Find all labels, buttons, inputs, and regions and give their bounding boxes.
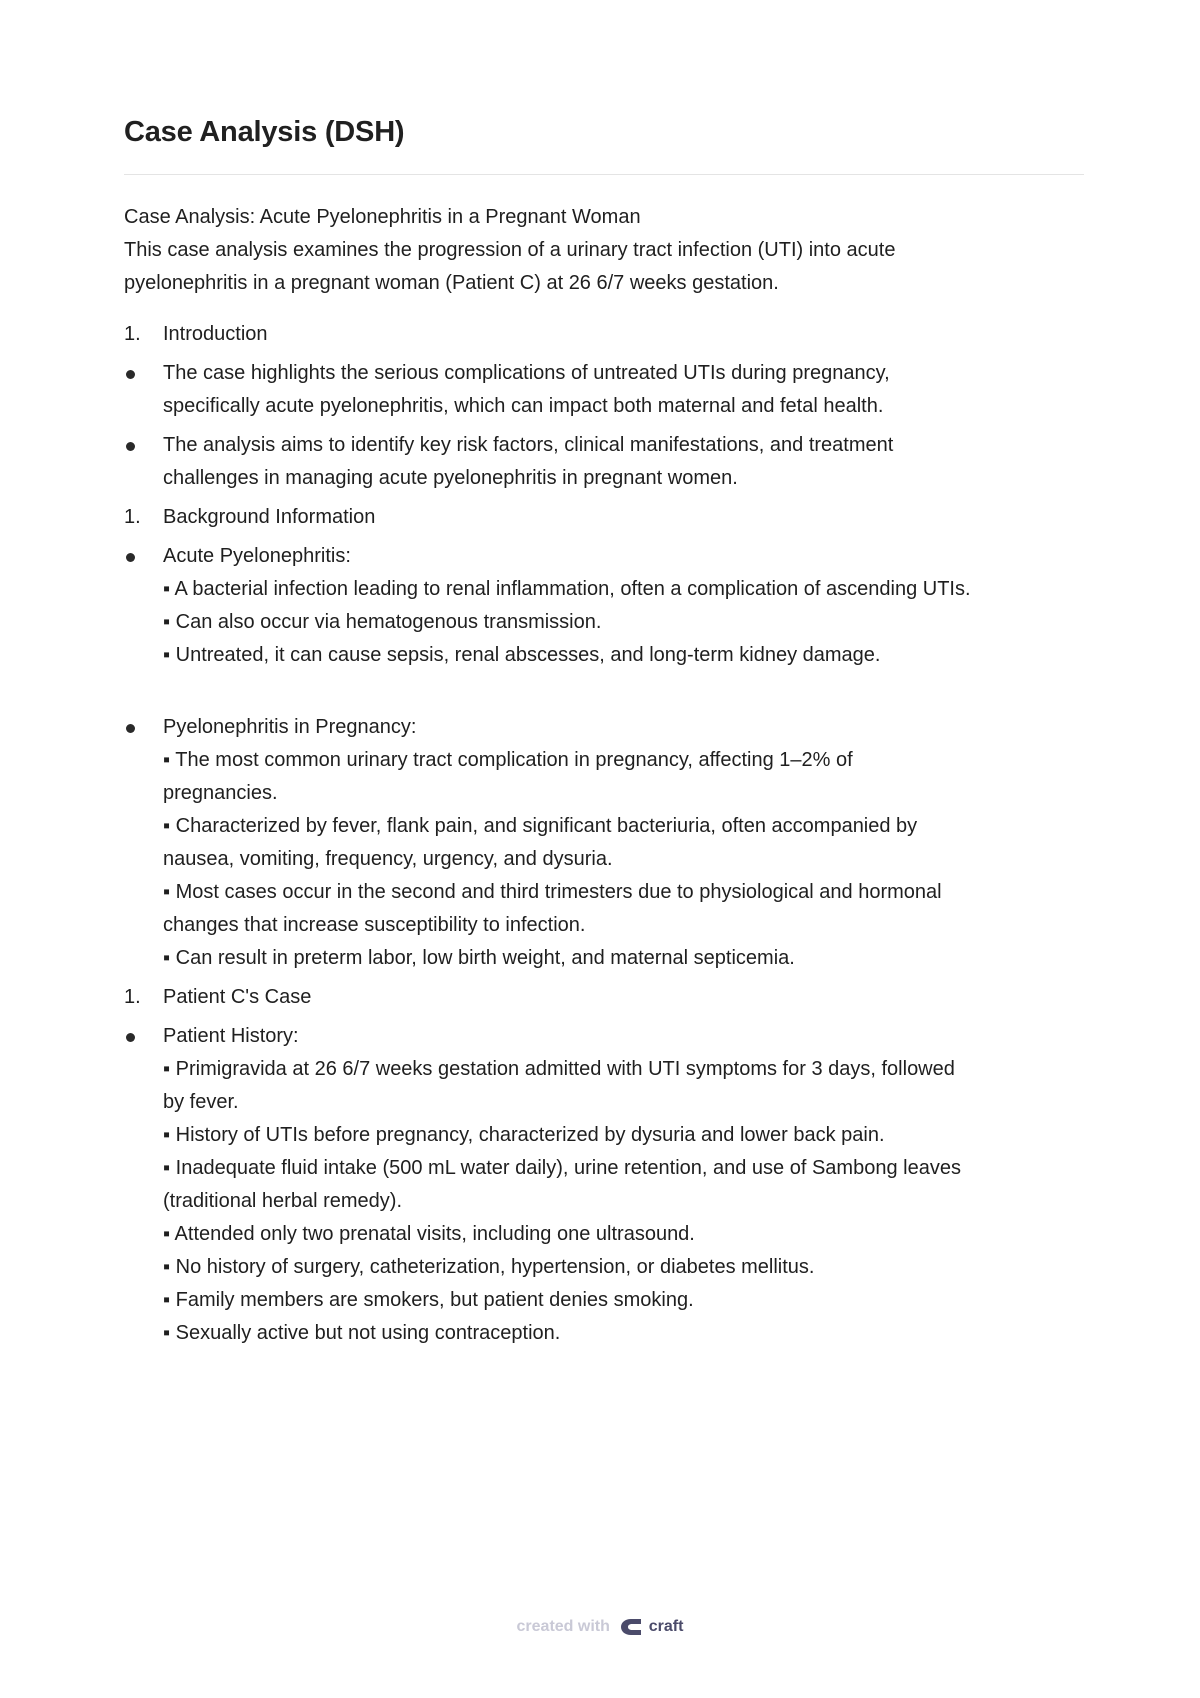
page-title: Case Analysis (DSH) bbox=[124, 116, 405, 148]
title-divider bbox=[124, 174, 1084, 175]
bullet-line: ▪ History of UTIs before pregnancy, characterized by dysuria and lower back pain. bbox=[163, 1124, 885, 1146]
bullet-line: ▪ Untreated, it can cause sepsis, renal abscesses, and long-term kidney damage. bbox=[163, 644, 881, 666]
bullet-line: by fever. bbox=[163, 1091, 239, 1113]
bullet-line: ▪ Most cases occur in the second and third trimesters due to physiological and hormonal bbox=[163, 881, 942, 903]
bullet-line: ▪ The most common urinary tract complication in pregnancy, affecting 1–2% of bbox=[163, 749, 853, 771]
bullet-line: Patient History: bbox=[163, 1025, 299, 1047]
bullet-line: (traditional herbal remedy). bbox=[163, 1190, 402, 1212]
list-item bbox=[124, 1020, 1084, 1350]
bullet-line: ▪ Inadequate fluid intake (500 mL water daily), urine retention, and use of Sambong leaves bbox=[163, 1157, 961, 1179]
intro-line: This case analysis examines the progression of a urinary tract infection (UTI) into acute bbox=[124, 239, 896, 261]
bullet-line: ▪ Characterized by fever, flank pain, and significant bacteriuria, often accompanied by bbox=[163, 815, 918, 837]
bullet-icon bbox=[126, 724, 135, 733]
document bbox=[124, 112, 1084, 1356]
numbered-heading bbox=[124, 981, 1084, 1014]
list-number: 1. bbox=[124, 986, 141, 1008]
doc-subtitle: Case Analysis: Acute Pyelonephritis in a Pregnant Woman bbox=[124, 206, 641, 228]
bullet-line: The analysis aims to identify key risk factors, clinical manifestations, and treatment bbox=[163, 434, 894, 456]
footer-brand: craft bbox=[648, 1618, 684, 1636]
footer-watermark[interactable] bbox=[0, 1618, 1200, 1636]
bullet-line: ▪ No history of surgery, catheterization, hypertension, or diabetes mellitus. bbox=[163, 1256, 815, 1278]
bullet-line: changes that increase susceptibility to infection. bbox=[163, 914, 586, 936]
bullet-line: The case highlights the serious complications of untreated UTIs during pregnancy, bbox=[163, 362, 890, 384]
bullet-line: ▪ Primigravida at 26 6/7 weeks gestation admitted with UTI symptoms for 3 days, followed bbox=[163, 1058, 955, 1080]
list-item bbox=[124, 357, 1084, 423]
craft-logo-icon bbox=[620, 1618, 642, 1636]
bullet-line: ▪ Can also occur via hematogenous transmission. bbox=[163, 611, 602, 633]
numbered-heading bbox=[124, 501, 1084, 534]
list-number: 1. bbox=[124, 323, 141, 345]
bullet-icon bbox=[126, 370, 135, 379]
bullet-line: ▪ Family members are smokers, but patient denies smoking. bbox=[163, 1289, 694, 1311]
numbered-heading bbox=[124, 318, 1084, 351]
bullet-line: specifically acute pyelonephritis, which can impact both maternal and fetal health. bbox=[163, 395, 884, 417]
bullet-line: ▪ Sexually active but not using contraception. bbox=[163, 1322, 561, 1344]
bullet-line: ▪ A bacterial infection leading to renal inflammation, often a complication of ascending UTIs. bbox=[163, 578, 971, 600]
list-item bbox=[124, 540, 1084, 705]
section-heading: Patient C's Case bbox=[163, 986, 312, 1008]
section-heading: Background Information bbox=[163, 506, 376, 528]
section-heading: Introduction bbox=[163, 323, 268, 345]
intro-line: pyelonephritis in a pregnant woman (Patient C) at 26 6/7 weeks gestation. bbox=[124, 272, 779, 294]
bullet-line: ▪ Attended only two prenatal visits, including one ultrasound. bbox=[163, 1223, 695, 1245]
sections bbox=[124, 318, 1084, 1350]
list-number: 1. bbox=[124, 506, 141, 528]
bullet-icon bbox=[126, 1033, 135, 1042]
bullet-line: ▪ Can result in preterm labor, low birth weight, and maternal septicemia. bbox=[163, 947, 795, 969]
bullet-line: challenges in managing acute pyelonephritis in pregnant women. bbox=[163, 467, 738, 489]
list-item bbox=[124, 711, 1084, 975]
bullet-icon bbox=[126, 553, 135, 562]
bullet-icon bbox=[126, 442, 135, 451]
list-item bbox=[124, 429, 1084, 495]
footer-prefix: created with bbox=[516, 1618, 610, 1636]
bullet-line: pregnancies. bbox=[163, 782, 278, 804]
bullet-line: Acute Pyelonephritis: bbox=[163, 545, 351, 567]
bullet-line: Pyelonephritis in Pregnancy: bbox=[163, 716, 417, 738]
bullet-line: nausea, vomiting, frequency, urgency, and dysuria. bbox=[163, 848, 613, 870]
